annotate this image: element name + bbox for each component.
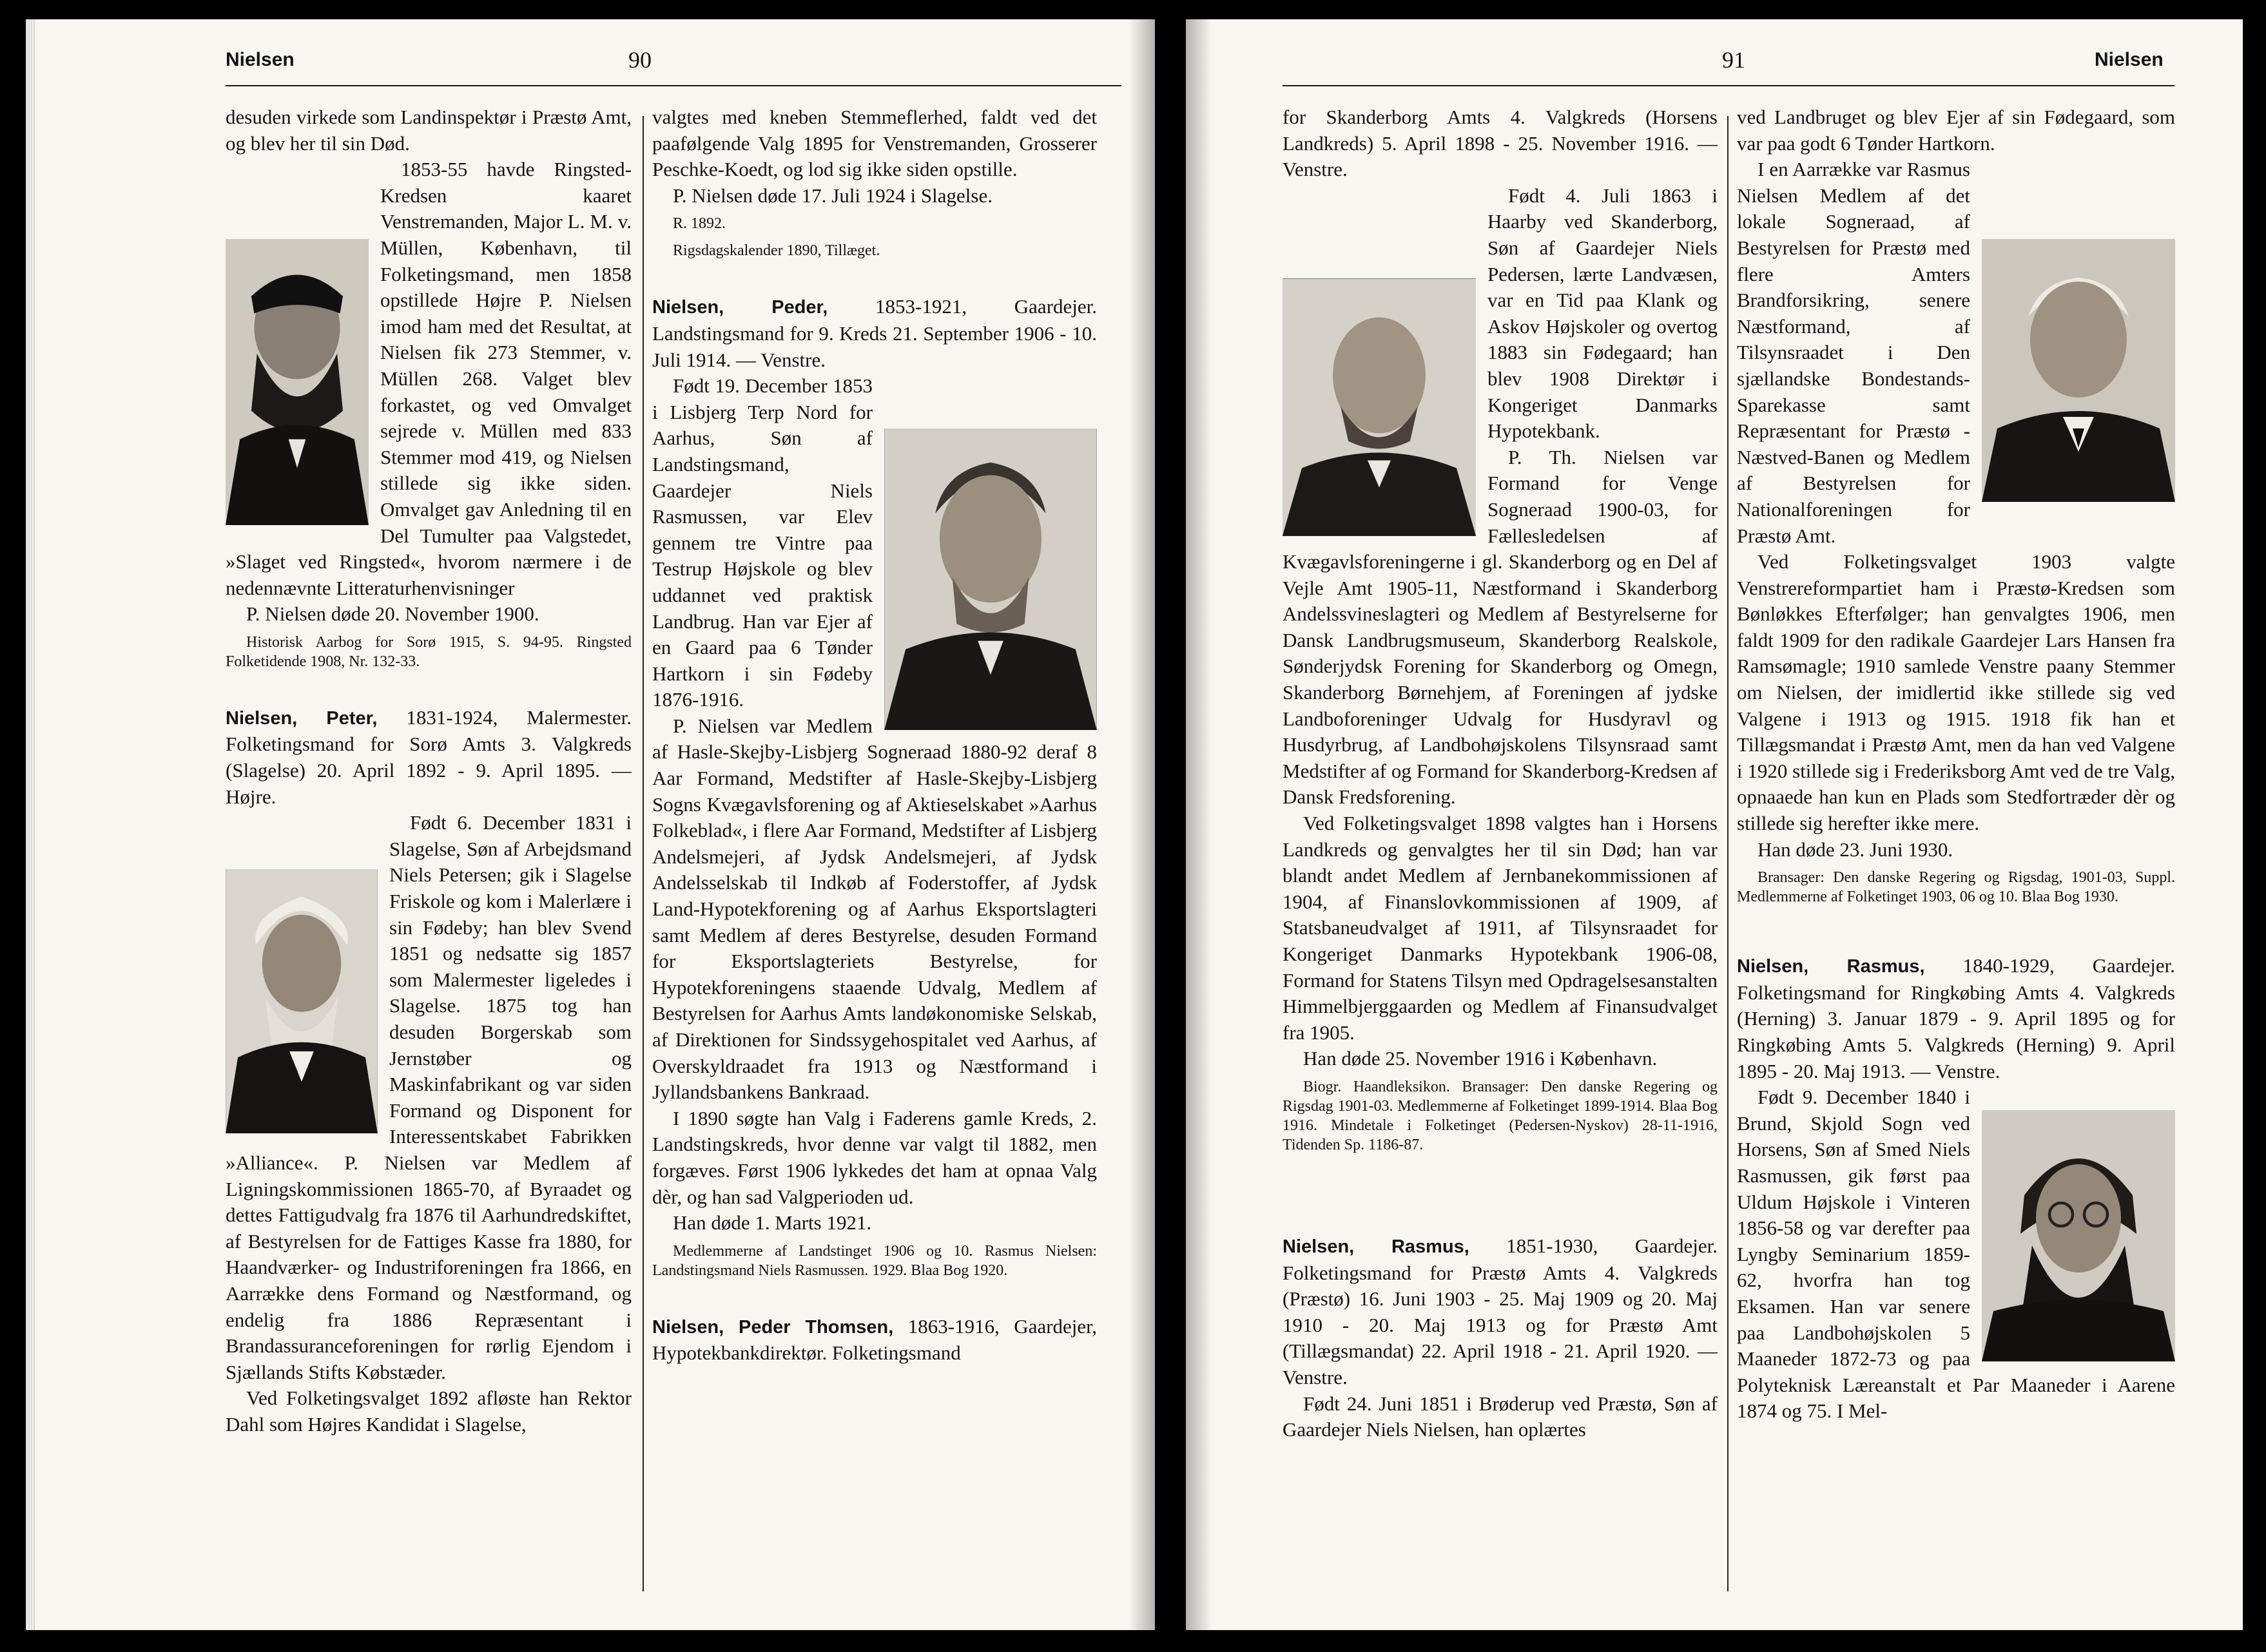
column-rule (1727, 116, 1729, 1591)
portrait-photo (226, 239, 369, 525)
entry-summary: 1863-1916, Gaardejer, Hypotekbankdirektør. Folketingsmand (652, 1314, 1097, 1365)
page-number: 91 (1722, 47, 1745, 73)
death-line: Han døde 1. Marts 1921. (673, 1211, 872, 1234)
portrait-photo (1283, 278, 1476, 536)
death-line: Han døde 23. Juni 1930. (1758, 838, 1953, 861)
right-page-column-2 (1737, 104, 2175, 1425)
right-page-column-1 (1283, 104, 1718, 1443)
paragraph: Født 9. December 1840 i Brund, Skjold Sogn ved Horsens, Søn af Smed Niels Rasmussen, gik først paa Uldum Højskole i Vinteren 1856-58 og var derefter paa Lyngby Seminarium 1859-62, hvorfra han tog Eksamen. Han var senere paa Landbohøjskolen 5 Maaneder 1872-73 og paa Polyteknisk Læreanstalt et Par Maaneder i Aarene 1874 og 75. I Mel- (1737, 1086, 2175, 1423)
portrait-photo (1982, 239, 2175, 502)
entry-summary: 1831-1924, Malermester. Folketingsmand for Sorø Amts 3. Valgkreds (Slagelse) 20. April 1892 - 9. April 1895. — Højre. (226, 706, 632, 808)
portrait-photo (884, 428, 1097, 730)
entry-name: Nielsen, Rasmus, (1283, 1236, 1469, 1257)
spine-shadow (1186, 19, 1212, 1630)
death-line: P. Nielsen døde 17. Juli 1924 i Slagelse. (673, 184, 993, 207)
paragraph: valgtes med kneben Stemmeflerhed, faldt ved det paafølgende Valg 1895 for Venstremanden, Grosserer Peschke-Koedt, og lod sig ikke siden opstille. (652, 106, 1097, 181)
source-note: Historisk Aarbog for Sorø 1915, S. 94-95. Ringsted Folketidende 1908, Nr. 132-33. (226, 633, 632, 670)
page-number: 90 (628, 47, 652, 73)
paragraph: P. Nielsen var Medlem af Hasle-Skejby-Lisbjerg Sogneraad 1880-92 deraf 8 Aar Formand, Medstifter af Hasle-Skejby-Lisbjerg Sogns Kvægavlsforening og af Aktieselskabet »Aarhus Folkeblad«, i flere Aar Formand, Medstifter af Lisbjerg Andelsmejeri, af Jydsk Andelsmejeri, af Jydsk Andelsselskab til Indkøb af Foderstoffer, af Jydsk Land-Hypotekforening og af Aarhus Eksportslagteri samt Medlem af deres Bestyrelse, desuden Formand for Eksportslagteriets Bestyrelse, for Hypotekforeningens staaende Udvalg, Medlem af Bestyrelsen for Aarhus Amts landøkonomiske Selskab, af Direktionen for Sindssygehospitalet ved Aarhus, af Overskyldraadet fra 1913 og Næstformand i Jyllandsbankens Bankraad. (652, 714, 1097, 1104)
source-note: Medlemmerne af Landstinget 1906 og 10. Rasmus Nielsen: Landstingsmand Niels Rasmussen. 1929. Blaa Bog 1920. (652, 1242, 1097, 1279)
paragraph: ved Landbruget og blev Ejer af sin Fødegaard, som var paa godt 6 Tønder Hartkorn. (1737, 106, 2175, 155)
left-page-column-2 (652, 104, 1097, 1367)
page-edge-stack (26, 19, 35, 1630)
header-rule (226, 85, 1121, 86)
running-head-name: Nielsen (2095, 49, 2164, 70)
source-note: Biogr. Haandleksikon. Bransager: Den danske Regering og Rigsdag 1901-03. Medlemmerne af Folketinget 1899-1914. Blaa Bog 1916. Mindetale i Folketinget (Pedersen-Nyskov) 28-11-1916, Tidenden Sp. 1186-87. (1283, 1078, 1718, 1153)
paragraph: Ved Folketingsvalget 1898 valgtes han i Horsens Landkreds og genvalgtes her til sin Død; han var blandt andet Medlem af Jernbanekommissionen af 1904, af Finanslovkommissionen af 1909, af Statsbaneudvalget af 1911, af Tilsynsraadet for Kongeriget Danmarks Hypotekbank 1906-08, Formand for Statens Tilsyn med Opdragelsesanstalten Himmelbjerggaarden og Medlem af Finansudvalget fra 1905. (1283, 812, 1718, 1044)
paragraph: Født 4. Juli 1863 i Haarby ved Skanderborg, Søn af Gaardejer Niels Pedersen, lærte Landvæsen, var en Tid paa Klank og Askov Højskoler og overtog 1883 sin Fødegaard; han blev 1908 Direktør i Kongeriget Danmarks Hypotekbank. (1487, 184, 1718, 443)
source-note: Rigsdagskalender 1890, Tillæget. (673, 242, 880, 260)
paragraph: Født 6. December 1831 i Slagelse, Søn af Arbejdsmand Niels Petersen; gik i Slagelse Friskole og kom i Malerlære i sin Fødeby; han blev Svend 1851 og nedsatte sig 1857 som Malermester ligeledes i Slagelse. 1875 tog han desuden Borgerskab som Jernstøber og Maskinfabrikant og var siden Formand og Disponent for Interessentskabet Fabrikken »Alliance«. P. Nielsen var Medlem af Ligningskommissionen 1865-70, af Byraadet og dettes Fattigudvalg fra 1876 til Aarhundredskiftet, af Bestyrelsen for de Fattiges Kasse fra 1880, for Haandværker- og Industriforeningen fra 1866, en Aarrække dens Formand og Næstformand, og endelig fra 1886 Repræsentant i Brandassuranceforeningen for rørlig Ejendom i Sjællands Stifts Købstæder. (226, 811, 632, 1383)
left-page (26, 19, 1155, 1630)
paragraph: Født 24. Juni 1851 i Brøderup ved Præstø, Søn af Gaardejer Niels Nielsen, han oplærtes (1283, 1392, 1718, 1441)
entry-summary: 1853-1921, Gaardejer. Landstingsmand for 9. Kreds 21. September 1906 - 10. Juli 1914. — Venstre. (652, 295, 1098, 371)
entry-heading (1737, 953, 2175, 1084)
source-note: R. 1892. (673, 215, 726, 233)
entry-name: Nielsen, Rasmus, (1737, 956, 1925, 977)
entry-name: Nielsen, Peter, (226, 707, 378, 729)
death-line: P. Nielsen døde 20. November 1900. (246, 602, 539, 626)
paragraph: 1853-55 havde Ringsted-Kredsen kaaret Venstremanden, Major L. M. v. Müllen, København, til Folketingsmand, men 1858 opstillede Højre P. Nielsen imod ham med det Resultat, at Nielsen fik 273 Stemmer, v. Müllen 268. Valget blev forkastet, og ved Omvalget sejrede v. Müllen med 833 Stemmer mod 419, og Nielsen stillede sig ikke siden. Omvalget gav Anledning til en Del Tumulter paa Valgstedet, »Slaget ved Ringsted«, hvorom nærmere i de nedennævnte Litteraturhenvisninger (226, 158, 632, 599)
left-page-column-1 (226, 104, 632, 1438)
portrait-photo (226, 869, 378, 1133)
entry-summary: 1851-1930, Gaardejer. Folketingsmand for Præstø Amts 4. Valgkreds (Præstø) 16. Juni 1903 - 25. Maj 1909 og 20. Maj 1910 - 20. Maj 1913 og for Præstø Amt (Tillægsmandat) 22. April 1918 - 21. April 1920. — Venstre. (1283, 1234, 1718, 1388)
paragraph: Født 19. December 1853 i Lisbjerg Terp Nord for Aarhus, Søn af Landstingsmand, Gaardejer Niels Rasmussen, var Elev gennem tre Vintre paa Testrup Højskole og blev uddannet ved praktisk Landbrug. Han var Ejer af en Gaard paa 6 Tønder Hartkorn i sin Fødeby 1876-1916. (652, 374, 873, 711)
portrait-image (1982, 1110, 2175, 1361)
portrait-image (1283, 278, 1476, 536)
right-page (1186, 19, 2243, 1630)
header-rule (1283, 85, 2174, 86)
paragraph: P. Th. Nielsen var Formand for Venge Sogneraad 1900-03, for Fællesledelsen af Kvægavlsforeningerne i gl. Skanderborg og en Del af Vejle Amt 1905-11, Næstformand i Skanderborg Andelssvineslagteri og Medlem af Bestyrelserne for Dansk Landbrugsmuseum, Skanderborg Realskole, Sønderjydsk Forening for Skanderborg og Omegn, Skanderborg Børnehjem, af Foreningen af jydske Landboforeninger Udvalg for Husdyravl og Husdyrbrug, af Landbohøjskolens Tilsynsraad samt Medstifter af og Formand for Skanderborg-Kredsen af Dansk Fredsforening. (1283, 445, 1718, 809)
paragraph: desuden virkede som Landinspektør i Præstø Amt, og blev her til sin Død. (226, 106, 632, 155)
entry-heading (1283, 1233, 1718, 1391)
column-rule (643, 116, 644, 1591)
portrait-photo (1982, 1110, 2175, 1361)
paragraph: Ved Folketingsvalget 1903 valgte Venstrereformpartiet ham i Præstø-Kredsen som Bønløkkes Efterfølger; han genvalgtes 1906, men faldt 1909 for den radikale Gaardejer Lars Hansen fra Ramsømagle; 1910 samlede Venstre paany Stemmer om Nielsen, der imidlertid ikke stillede sig ved Valgene i 1913 og 1915. 1918 fik han et Tillægsmandat i Præstø Amt, men da han ved Valgene i 1920 stillede sig i Frederiksborg Amt ved de tre Valg, opnaaede han kun en Plads som Stedfortræder dèr og stillede sig herefter ikke mere. (1737, 550, 2175, 835)
paragraph: I en Aarrække var Rasmus Nielsen Medlem af det lokale Sogneraad, af Bestyrelsen for Præstø med flere Amters Brandforsikring, senere Næstformand, af Tilsynsraadet i Den sjællandske Bondestands-Sparekasse samt Repræsentant for Præstø -Næstved-Banen og Medlem af Bestyrelsen for Nationalforeningen for Præstø Amt. (1737, 158, 1970, 547)
portrait-image (226, 239, 369, 525)
entry-heading (652, 294, 1097, 373)
portrait-image (884, 428, 1097, 730)
death-line: Han døde 25. November 1916 i København. (1303, 1047, 1658, 1070)
portrait-image (1982, 239, 2175, 502)
entry-name: Nielsen, Peder Thomsen, (652, 1316, 894, 1338)
paragraph: I 1890 søgte han Valg i Faderens gamle Kreds, 2. Landstingskreds, hvor denne var valgt til 1882, men forgæves. Først 1906 lykkedes det ham at opnaa Valg dèr, og han sad Valgperioden ud. (652, 1106, 1097, 1208)
running-head-name: Nielsen (226, 49, 295, 70)
entry-name: Nielsen, Peder, (652, 297, 828, 318)
portrait-image (226, 869, 378, 1133)
paragraph: Ved Folketingsvalget 1892 afløste han Rektor Dahl som Højres Kandidat i Slagelse, (226, 1387, 632, 1436)
spine-shadow (1129, 19, 1155, 1630)
entry-heading (652, 1314, 1097, 1367)
entry-summary: 1840-1929, Gaardejer. Folketingsmand for Ringkøbing Amts 4. Valgkreds (Herning) 3. Januar 1879 - 9. April 1895 og for Ringkøbing Amts 5. Valgkreds (Herning) 9. April 1895 - 20. Maj 1913. — Venstre. (1737, 954, 2176, 1082)
entry-heading (226, 705, 632, 810)
source-note: Bransager: Den danske Regering og Rigsdag, 1901-03, Suppl. Medlemmerne af Folketinget 1903, 06 og 10. Blaa Bog 1930. (1737, 869, 2175, 906)
paragraph: for Skanderborg Amts 4. Valgkreds (Horsens Landkreds) 5. April 1898 - 25. November 1916. — Venstre. (1283, 106, 1718, 181)
